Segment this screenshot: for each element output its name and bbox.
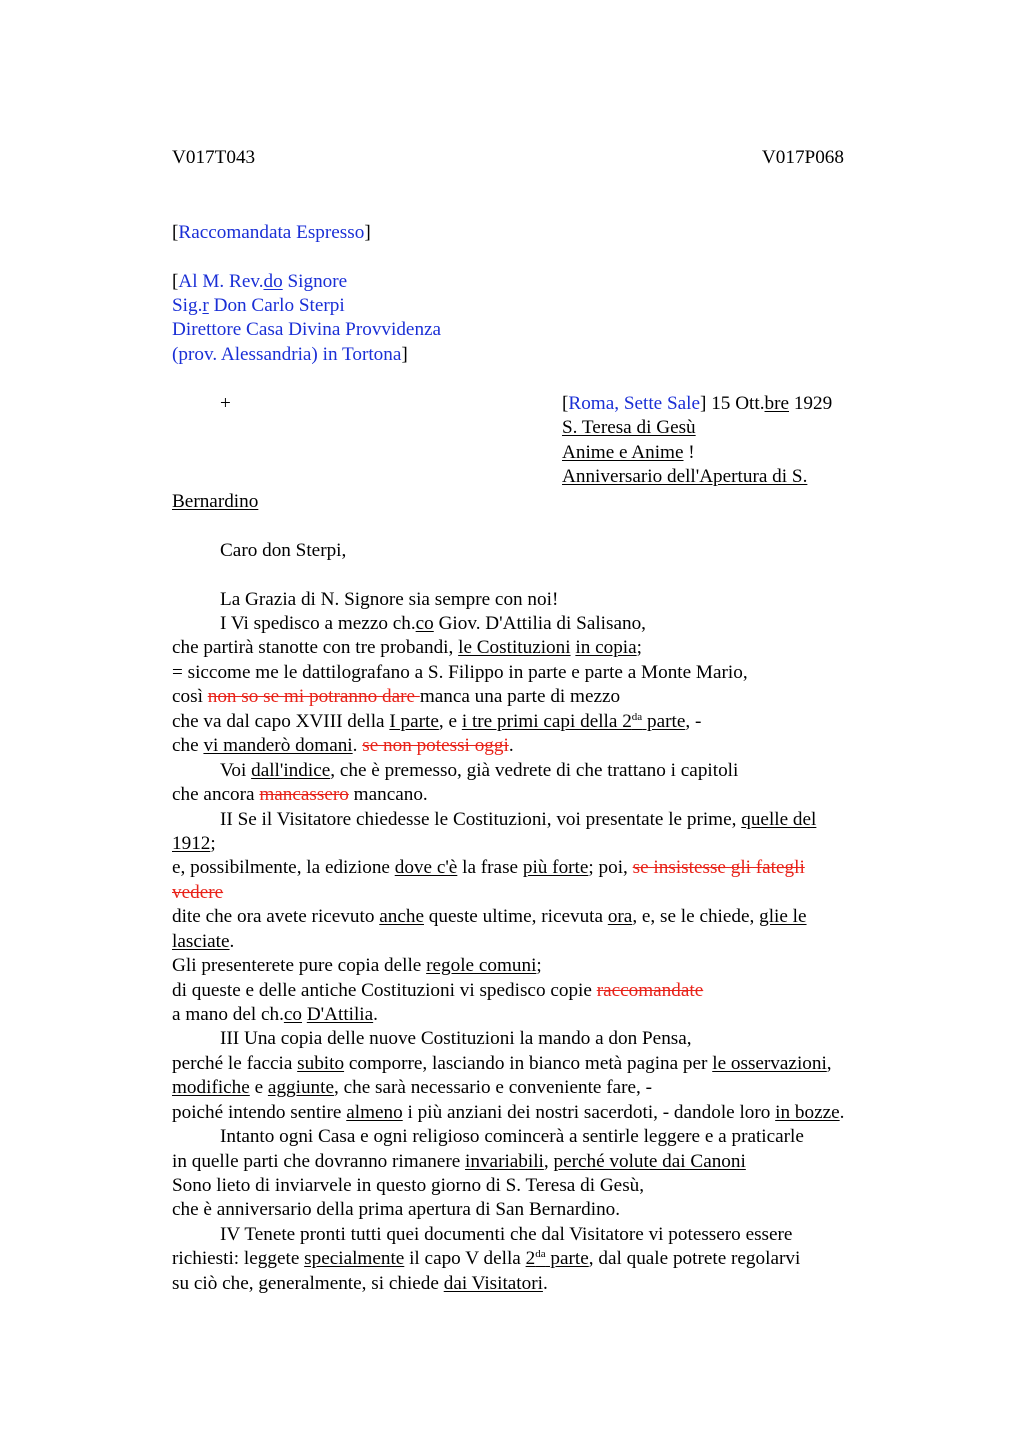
dateline-place: Roma, Sette Sale (568, 393, 701, 414)
address-line-4: (prov. Alessandria) in Tortona] (172, 344, 408, 365)
body-line: II Se il Visitatore chiedesse le Costituzioni, voi presentate le prime, quelle del (220, 809, 817, 830)
body-line: 1912; (172, 833, 216, 854)
dateline-motto: Anime e Anime ! (562, 442, 695, 463)
delivery-mode: [Raccomandata Espresso] (172, 222, 371, 243)
salutation: Caro don Sterpi, (220, 540, 347, 561)
body-line: Intanto ogni Casa e ogni religioso comincerà a sentirle leggere e a praticarle (220, 1126, 804, 1147)
body-line: IV Tenete pronti tutti quei documenti che dal Visitatore vi potessero essere (220, 1224, 793, 1245)
dateline-anniversary-cont: Bernardino (172, 491, 259, 512)
dateline-saint: S. Teresa di Gesù (562, 417, 696, 438)
body-line: III Una copia delle nuove Costituzioni la mando a don Pensa, (220, 1028, 692, 1049)
delivery-mode-text: Raccomandata Espresso (178, 222, 365, 243)
dateline: [Roma, Sette Sale] 15 Ott.bre 1929 (562, 393, 833, 414)
body-line: che vi manderò domani. se non potessi oggi. (172, 735, 514, 756)
body-line: poiché intendo sentire almeno i più anziani dei nostri sacerdoti, - dandole loro in bozze. (172, 1102, 845, 1123)
body-line: di queste e delle antiche Costituzioni vi spedisco copie raccomandate (172, 980, 704, 1001)
body-line: che è anniversario della prima apertura di San Bernardino. (172, 1199, 621, 1220)
body-line: = siccome me le dattilografano a S. Filippo in parte e parte a Monte Mario, (172, 662, 748, 683)
address-line-2: Sig.r Don Carlo Sterpi (172, 295, 345, 316)
body-line: che va dal capo XVIII della I parte, e i tre primi capi della $2^{da}$ parte, - (172, 711, 702, 732)
body-line: Voi dall'indice, che è premesso, già vedrete di che trattano i capitoli (220, 760, 739, 781)
greeting: La Grazia di N. Signore sia sempre con noi! (220, 589, 559, 610)
body-line: lasciate. (172, 931, 235, 952)
body-line: I Vi spedisco a mezzo ch.co Giov. D'Attilia di Salisano, (220, 613, 646, 634)
body-line: a mano del ch.co D'Attilia. (172, 1004, 378, 1025)
body-line: Sono lieto di inviarvele in questo giorno di S. Teresa di Gesù, (172, 1175, 645, 1196)
body-line: perché le faccia subito comporre, lasciando in bianco metà pagina per le osservazioni, (172, 1053, 832, 1074)
body-line: su ciò che, generalmente, si chiede dai Visitatori. (172, 1273, 548, 1294)
address-line-1: [Al M. Rev.do Signore (172, 271, 348, 292)
body-line: e, possibilmente, la edizione dove c'è la frase più forte; poi, se insistesse gli fategli (172, 857, 805, 878)
body-line: che ancora mancassero mancano. (172, 784, 428, 805)
body-line: che partirà stanotte con tre probandi, le Costituzioni in copia; (172, 637, 642, 658)
address-line-3: Direttore Casa Divina Provvidenza (172, 319, 442, 340)
cross-mark: + (220, 393, 231, 414)
dateline-anniversary: Anniversario dell'Apertura di S. (562, 466, 808, 487)
body-line: vedere (172, 882, 224, 903)
body-line: dite che ora avete ricevuto anche queste ultime, ricevuta ora, e, se le chiede, glie le (172, 906, 807, 927)
body-line: modifiche e aggiunte, che sarà necessario e conveniente fare, - (172, 1077, 653, 1098)
doc-code-left: V017T043 (172, 147, 256, 168)
body-line: in quelle parti che dovranno rimanere invariabili, perché volute dai Canoni (172, 1151, 746, 1172)
body-line: Gli presenterete pure copia delle regole comuni; (172, 955, 542, 976)
body-line: richiesti: leggete specialmente il capo V della $2^{da}$ parte, dal quale potrete regolarvi (172, 1248, 801, 1269)
doc-code-right: V017P068 (761, 147, 844, 168)
body-line: così non so se mi potranno dare manca una parte di mezzo (172, 686, 621, 707)
